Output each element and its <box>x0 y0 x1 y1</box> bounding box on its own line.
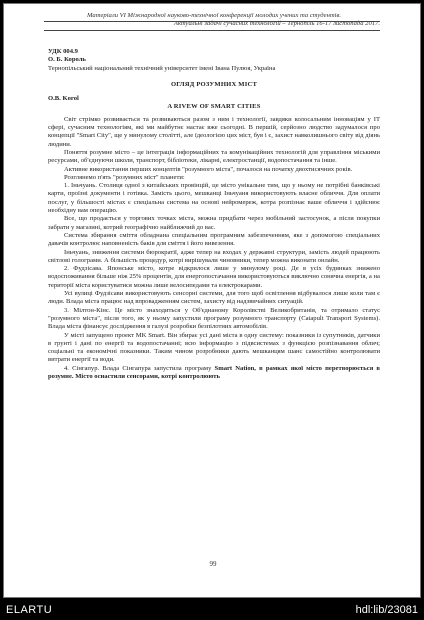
author-en: O.B. Korol <box>48 95 79 103</box>
header-rule-2 <box>44 30 380 31</box>
paragraph: Поняття розумне місто – це інтеграція інформаційних та комунікаційних технологій для управління міськими ресурсами, об'єднуючи школи, транспорт, бібліотеки, лікарні, електростанції, водопостачання та інше. <box>48 148 380 165</box>
paragraph-singapore <box>48 365 380 382</box>
header-rule-1 <box>44 21 380 22</box>
paragraph: Усі вулиці Фудзісави використовують сенсорні системи, для того щоб освітлення відбувалося лише коли там є люди. Влада міста працює над впровадженням систем, захисту від надзвичайних ситуацій. <box>48 290 380 306</box>
author-ua: О. Б. Король <box>48 56 86 64</box>
footer-handle: hdl:lib/23081 <box>355 604 418 616</box>
paragraph: У місті запущено проект MK Smart. Він збирає усі дані міста в одну систему: показники із супутників, датчики в грунті і дані по енергії та водопостачанні; всю інформацію з підвсистемах з функцією розпізнавання облич; соціальні та економічні показники. Таким чином розробники дають мешканцям шанс самостійно контролювати витрати енергії та води. <box>48 331 380 364</box>
paper-body <box>48 48 380 381</box>
paragraph: Іньчуань, зниження системи бюрократії, адже тепер на входах у державні структури, замість людей працюють світлові голограми. А більшість процедур, котрі вирішували чиновники, тепер можна виконати онлайн. <box>48 248 380 264</box>
paragraph-singapore-lead: 4. Сінгапур. Влада Сінгапура запустила програму <box>64 364 215 372</box>
paragraph: Система збирання сміття обладнана спеціальним програмним забезпеченням, яке з допомогою спеціальних давачів контролює наповненість баків для сміття і його вивезення. <box>48 231 380 248</box>
header-line-1: Матеріали VI Міжнародної науково-технічної конференції молодих учених та студентів. <box>87 12 341 19</box>
title-ua: ОГЛЯД РОЗУМНИХ МІСТ <box>170 80 258 88</box>
repository-footer <box>0 599 424 620</box>
paragraph: Світ стрімко розвивається та розвиваються разом з ним і технології, завдяки колосальним інноваціям у ІТ сфері, сучасним технологіям, які ми майбутнє настає вже сьогодні. В першій, серйозно людство задумалося про концепції "Smart City", ще у минулому столітті, але їдеологією цих міст, був і є, захист навколишнього світу від діянь людини. <box>48 115 380 148</box>
affiliation: Тернопільський національний технічний університет імені Івана Пулюя, Україна <box>48 64 276 72</box>
page-number: 99 <box>209 560 217 568</box>
udk-code: УДК 004.9 <box>48 48 78 55</box>
header-line-2: Актуальні задачі сучасних технологій – Тернопіль 16-17 листопада 2017. <box>173 20 380 28</box>
paragraph: 1. Іньчуань. Столиця одної з китайських провінцій, це місто унікальне тим, що у ньому не потрібні банківські карти, проїзні документи і готівка. Замість цього, мешканці Іньчуаня використовують власне обличчя. Для оплати послуг, у більшості містах є спеціальна система на основі нейромереж, котра розпізнає ваше обличчя і здійснює необхідну вам операцію. <box>48 182 380 215</box>
paragraph-singapore-bold: Smart Nation, в рамках якої місто перетворюється в розумне. Місто оснастили сенсорами, котрі контролюють <box>48 364 380 380</box>
paragraph: 3. Мілтон-Кінс. Це місто знаходиться у Об'єднаному Королівстві Великобританія, та отримало статус "розумного міста", після того, як у ньому запустили програму розумного транспорту (Catapult Transport Systems). Влада міста фінансує дослідження в галузі розробки безпілотних автомобілів. <box>48 306 380 331</box>
paragraph: Розглянемо п'ять "розумних міст" планети: <box>64 173 185 181</box>
paragraph: 2. Фудзісава. Японське місто, котре відкрилося лише у минулому році. Де в усіх будинках знижено водоспоживання більше ніж 25% процентів, для енергопостачання використовуються виключно сонячна енергія, а на території міста користуватися можна лише велосипедами та електрокарами. <box>48 265 380 289</box>
paragraph: Активне використання перших концептів "розумного міста", почалося на початку двохтисячних років. <box>64 165 353 173</box>
document-page <box>3 3 421 598</box>
paragraph: Все, що продається у торгових точках міста, можна придбати через мобільний застосунок, а після покупки забрати у магазині, котрий географічно найближчий до вас. <box>48 215 380 231</box>
title-en: A RIVEW OF SMART CITIES <box>167 103 261 111</box>
footer-repository-name: ELARTU <box>6 604 53 616</box>
